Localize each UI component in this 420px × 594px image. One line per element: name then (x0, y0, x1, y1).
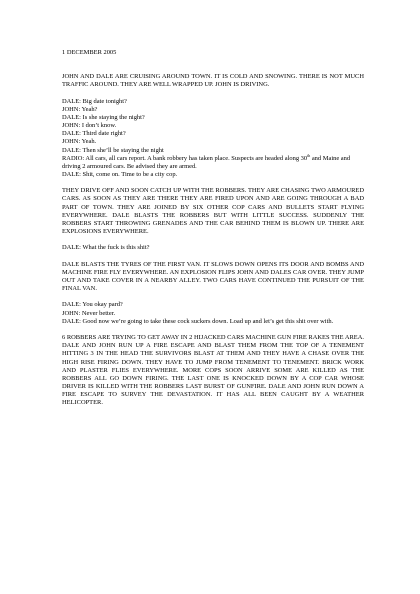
dialogue-line: DALE: Shit, come on. Time to be a city cop. (62, 171, 178, 179)
dialogue-line: DALE: You okay pard? (62, 301, 123, 309)
dialogue-line: DALE: Is she staying the night? (62, 113, 145, 121)
dialogue-line: JOHN: Yeah. (62, 138, 97, 146)
dialogue-line: JOHN: Yeah? (62, 105, 98, 113)
script-page (62, 49, 364, 416)
dialogue-block-2 (62, 244, 364, 252)
dialogue-line: JOHN: Never better. (62, 309, 116, 317)
dialogue-line: DALE: Third date right? (62, 130, 126, 138)
dialogue-block-3 (62, 301, 364, 325)
dialogue-line: DALE: What the fuck is this shit? (62, 244, 150, 252)
dialogue-line: DALE: Big date tonight? (62, 97, 127, 105)
dialogue-line: DALE: Then she’ll be staying the night (62, 146, 164, 154)
dialogue-block-1 (62, 98, 364, 180)
action-paragraph-2: THEY DRIVE OFF AND SOON CATCH UP WITH THE ROBBERS. THEY ARE CHASING TWO ARMOURED CARS. AS SOON AS THEY ARE THERE THEY ARE FIRED UPON AND ARE GOING THROUGH A BAD PART OF TOWN. THEY ARE JOINED BY SIX OTHER COP CARS AND BULLETS START FLYING EVERYWHERE. DALE BLASTS THE ROBBERS BUT WITH LITTLE SUCCESS. SUDDENLY THE ROBBERS START THROWING GRENADES AND THE CAR BEHIND THEM IS BLOWN UP. THERE ARE EXPLOSIONS EVERYWHERE. (62, 187, 364, 236)
document-date: 1 DECEMBER 2005 (62, 49, 117, 56)
action-paragraph-4: 6 ROBBERS ARE TRYING TO GET AWAY IN 2 HIJACKED CARS MACHINE GUN FIRE RAKES THE AREA. DALE AND JOHN RUN UP A FIRE ESCAPE AND BLAST THEM FROM THE TOP OF A TENEMENT HITTING 3 IN THE HEAD THE SURVIVORS BLAST AT THEM AND THEY HAVE A CHASE OVER THE HIGH RISE FIRING DOWN. THEY HAVE TO JUMP FROM TENEMENT TO TENEMENT. BRICK WORK AND PLASTER FLIES EVERYWHERE. MORE COPS SOON ARRIVE SOME ARE KILLED AS THE ROBBERS ALL GO DOWN FIRING. THE LAST ONE IS KNOCKED DOWN BY A COP CAR WHOSE DRIVER IS KILLED WITH THE ROBBERS LAST BURST OF GUNFIRE. DALE AND JOHN RUN DOWN A FIRE ESCAPE TO SURVEY THE DEVASTATION. IT HAS ALL BEEN CAUGHT BY A WEATHER HELICOPTER. (62, 334, 364, 407)
dialogue-line: DALE: Good now we’re going to take these cock suckers down. Load up and let’s get this shit over with. (62, 317, 334, 325)
dialogue-line: JOHN: I don’t know. (62, 122, 117, 130)
action-paragraph-3: DALE BLASTS THE TYRES OF THE FIRST VAN. IT SLOWS DOWN OPENS ITS DOOR AND BOMBS AND MACHINE FIRE FLY EVERYWHERE. AN EXPLOSION FLIPS JOHN AND DALES CAR OVER. THEY JUMP OUT AND TAKE COVER IN A NEARBY ALLEY. TWO CARS HAVE CONTINUED THE PURSUIT OF THE FINAL VAN. (62, 260, 364, 293)
ordinal-suffix: th (307, 152, 311, 158)
action-paragraph-1: JOHN AND DALE ARE CRUISING AROUND TOWN. IT IS COLD AND SNOWING. THERE IS NOT MUCH TRAFFIC AROUND. THEY ARE WELL WRAPPED UP. JOHN IS DRIVING. (62, 73, 364, 89)
radio-line: RADIO: All cars, all cars report. A bank robbery has taken place. Suspects are headed along 30th and Maine and driving 2 armoured cars. Be advised they are armed. (62, 152, 351, 170)
